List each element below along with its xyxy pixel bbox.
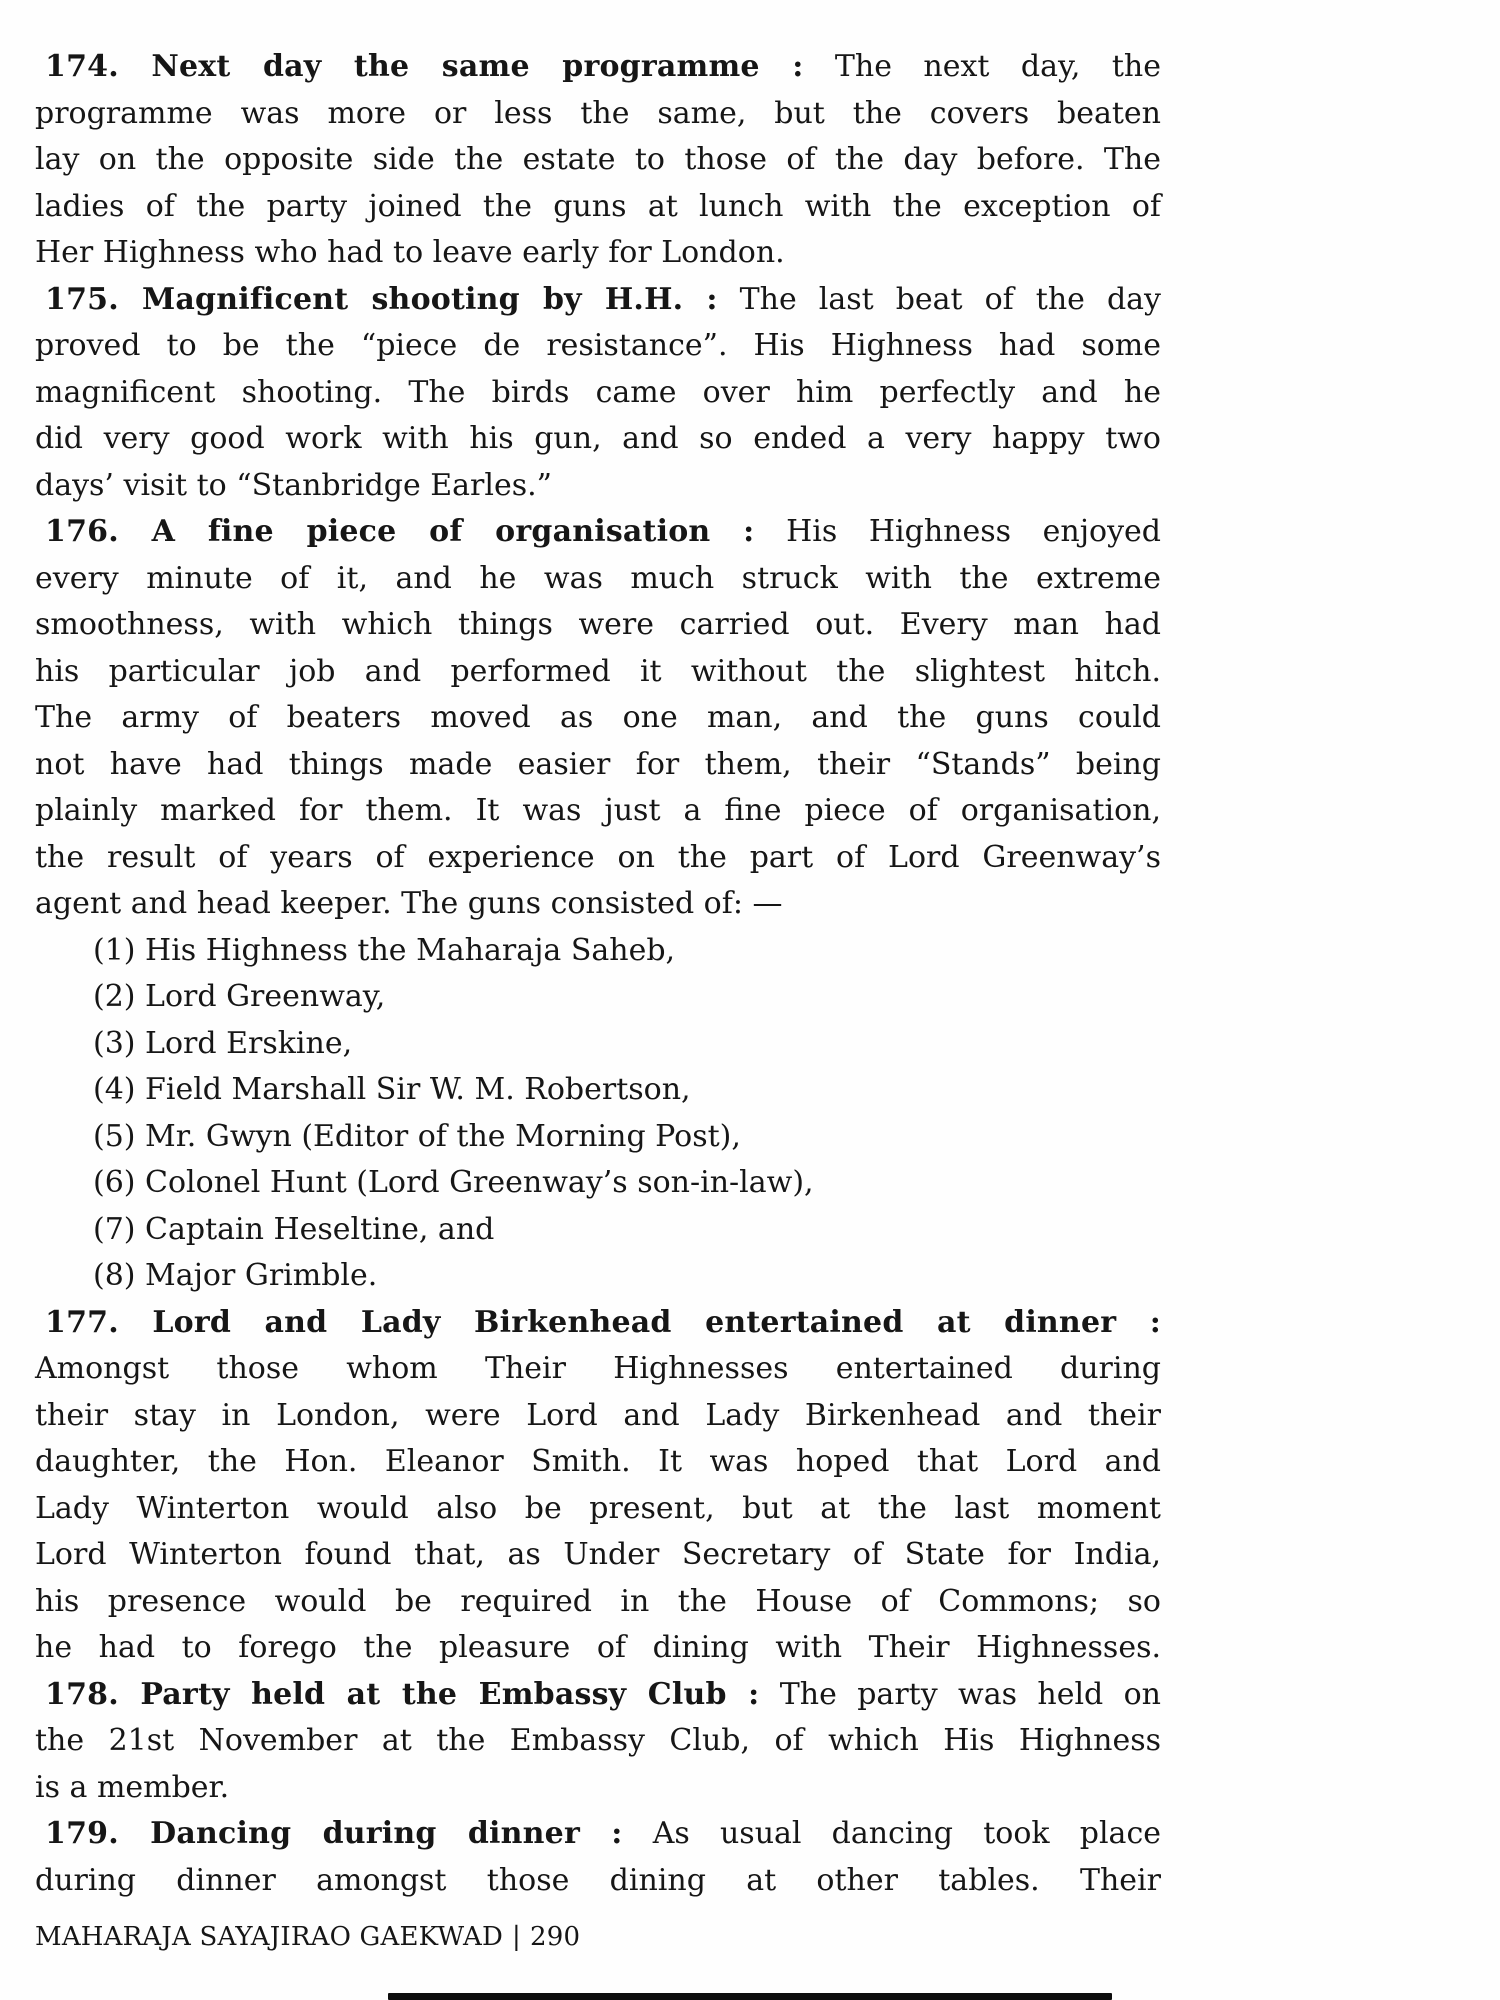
para-176-line-7: plainly marked for them. It was just a fine piece of organisation, — [35, 793, 1161, 828]
para-guns-list-line-1: (1) His Highness the Maharaja Saheb, — [93, 932, 676, 968]
para-179-line-2: during dinner amongst those dining at other tables. Their — [35, 1862, 1161, 1898]
para-175-heading: 175. Magnificent shooting by H.H. : — [45, 281, 718, 317]
para-guns-list-line-4: (4) Field Marshall Sir W. M. Robertson, — [93, 1072, 691, 1107]
para-guns-list-line-7: (7) Captain Heseltine, and — [93, 1211, 495, 1247]
para-176-heading: 176. A fine piece of organisation : — [45, 514, 755, 549]
para-178-line-1: 178. Party held at the Embassy Club : The party was held on — [45, 1676, 1161, 1712]
page-footer — [35, 1922, 580, 1952]
para-177-line-2: Amongst those whom Their Highnesses entertained during — [35, 1351, 1161, 1386]
para-174-line-5: Her Highness who had to leave early for London. — [35, 235, 785, 270]
para-176-line-3: smoothness, with which things were carried out. Every man had — [35, 607, 1161, 642]
footer-page-number: 290 — [530, 1922, 581, 1952]
para-176-line-9: agent and head keeper. The guns consisted of: — — [35, 886, 783, 921]
para-174-line-2: programme was more or less the same, but the covers beaten — [35, 95, 1161, 131]
para-177-line-8: he had to forego the pleasure of dining with Their Highnesses. — [35, 1630, 1161, 1665]
para-177-line-6: Lord Winterton found that, as Under Secretary of State for India, — [35, 1537, 1161, 1572]
scan-edge-artifact — [388, 1993, 1112, 2000]
footer-separator: | — [512, 1922, 521, 1952]
text-column — [35, 44, 1161, 1904]
para-178-heading: 178. Party held at the Embassy Club : — [45, 1676, 760, 1712]
para-176-line-6: not have had things made easier for them, their “Stands” being — [35, 746, 1161, 782]
para-177-line-3: their stay in London, were Lord and Lady Birkenhead and their — [35, 1397, 1161, 1433]
para-176-line-5: The army of beaters moved as one man, and the guns could — [35, 700, 1161, 735]
para-175-line-1: 175. Magnificent shooting by H.H. : The last beat of the day — [45, 281, 1161, 317]
para-176-line-1: 176. A fine piece of organisation : His Highness enjoyed — [45, 514, 1161, 549]
para-174-line-3: lay on the opposite side the estate to those of the day before. The — [35, 142, 1161, 177]
para-179-heading: 179. Dancing during dinner : — [45, 1816, 623, 1851]
para-177-heading: 177. Lord and Lady Birkenhead entertained at dinner : — [45, 1304, 1161, 1340]
para-174-heading: 174. Next day the same programme : — [45, 49, 804, 84]
para-174-line-1: 174. Next day the same programme : The next day, the — [45, 49, 1161, 84]
para-guns-list-line-8: (8) Major Grimble. — [93, 1258, 378, 1293]
para-guns-list-line-2: (2) Lord Greenway, — [93, 979, 386, 1014]
para-177-line-5: Lady Winterton would also be present, but at the last moment — [35, 1490, 1161, 1526]
para-175-line-5: days’ visit to “Stanbridge Earles.” — [35, 467, 553, 503]
para-176-line-2: every minute of it, and he was much struck with the extreme — [35, 560, 1161, 596]
para-178-line-3: is a member. — [35, 1769, 230, 1805]
para-179-line-1: 179. Dancing during dinner : As usual dancing took place — [45, 1816, 1161, 1851]
para-177-line-4: daughter, the Hon. Eleanor Smith. It was hoped that Lord and — [35, 1444, 1161, 1479]
para-176-line-8: the result of years of experience on the part of Lord Greenway’s — [35, 839, 1161, 875]
para-175-line-4: did very good work with his gun, and so ended a very happy two — [35, 421, 1161, 456]
para-175-line-3: magnificent shooting. The birds came over him perfectly and he — [35, 374, 1161, 410]
para-guns-list-line-5: (5) Mr. Gwyn (Editor of the Morning Post), — [93, 1118, 741, 1154]
para-176-line-4: his particular job and performed it without the slightest hitch. — [35, 653, 1161, 689]
para-174-line-4: ladies of the party joined the guns at lunch with the exception of — [35, 188, 1161, 224]
para-177-line-7: his presence would be required in the House of Commons; so — [35, 1583, 1161, 1619]
para-guns-list-line-3: (3) Lord Erskine, — [93, 1025, 353, 1061]
para-guns-list-line-6: (6) Colonel Hunt (Lord Greenway’s son-in-law), — [93, 1165, 814, 1200]
footer-book-title: MAHARAJA SAYAJIRAO GAEKWAD — [35, 1922, 504, 1952]
para-178-line-2: the 21st November at the Embassy Club, of which His Highness — [35, 1723, 1161, 1758]
para-177-line-1 — [35, 1300, 1161, 1347]
para-175-line-2: proved to be the “piece de resistance”. His Highness had some — [35, 328, 1161, 363]
